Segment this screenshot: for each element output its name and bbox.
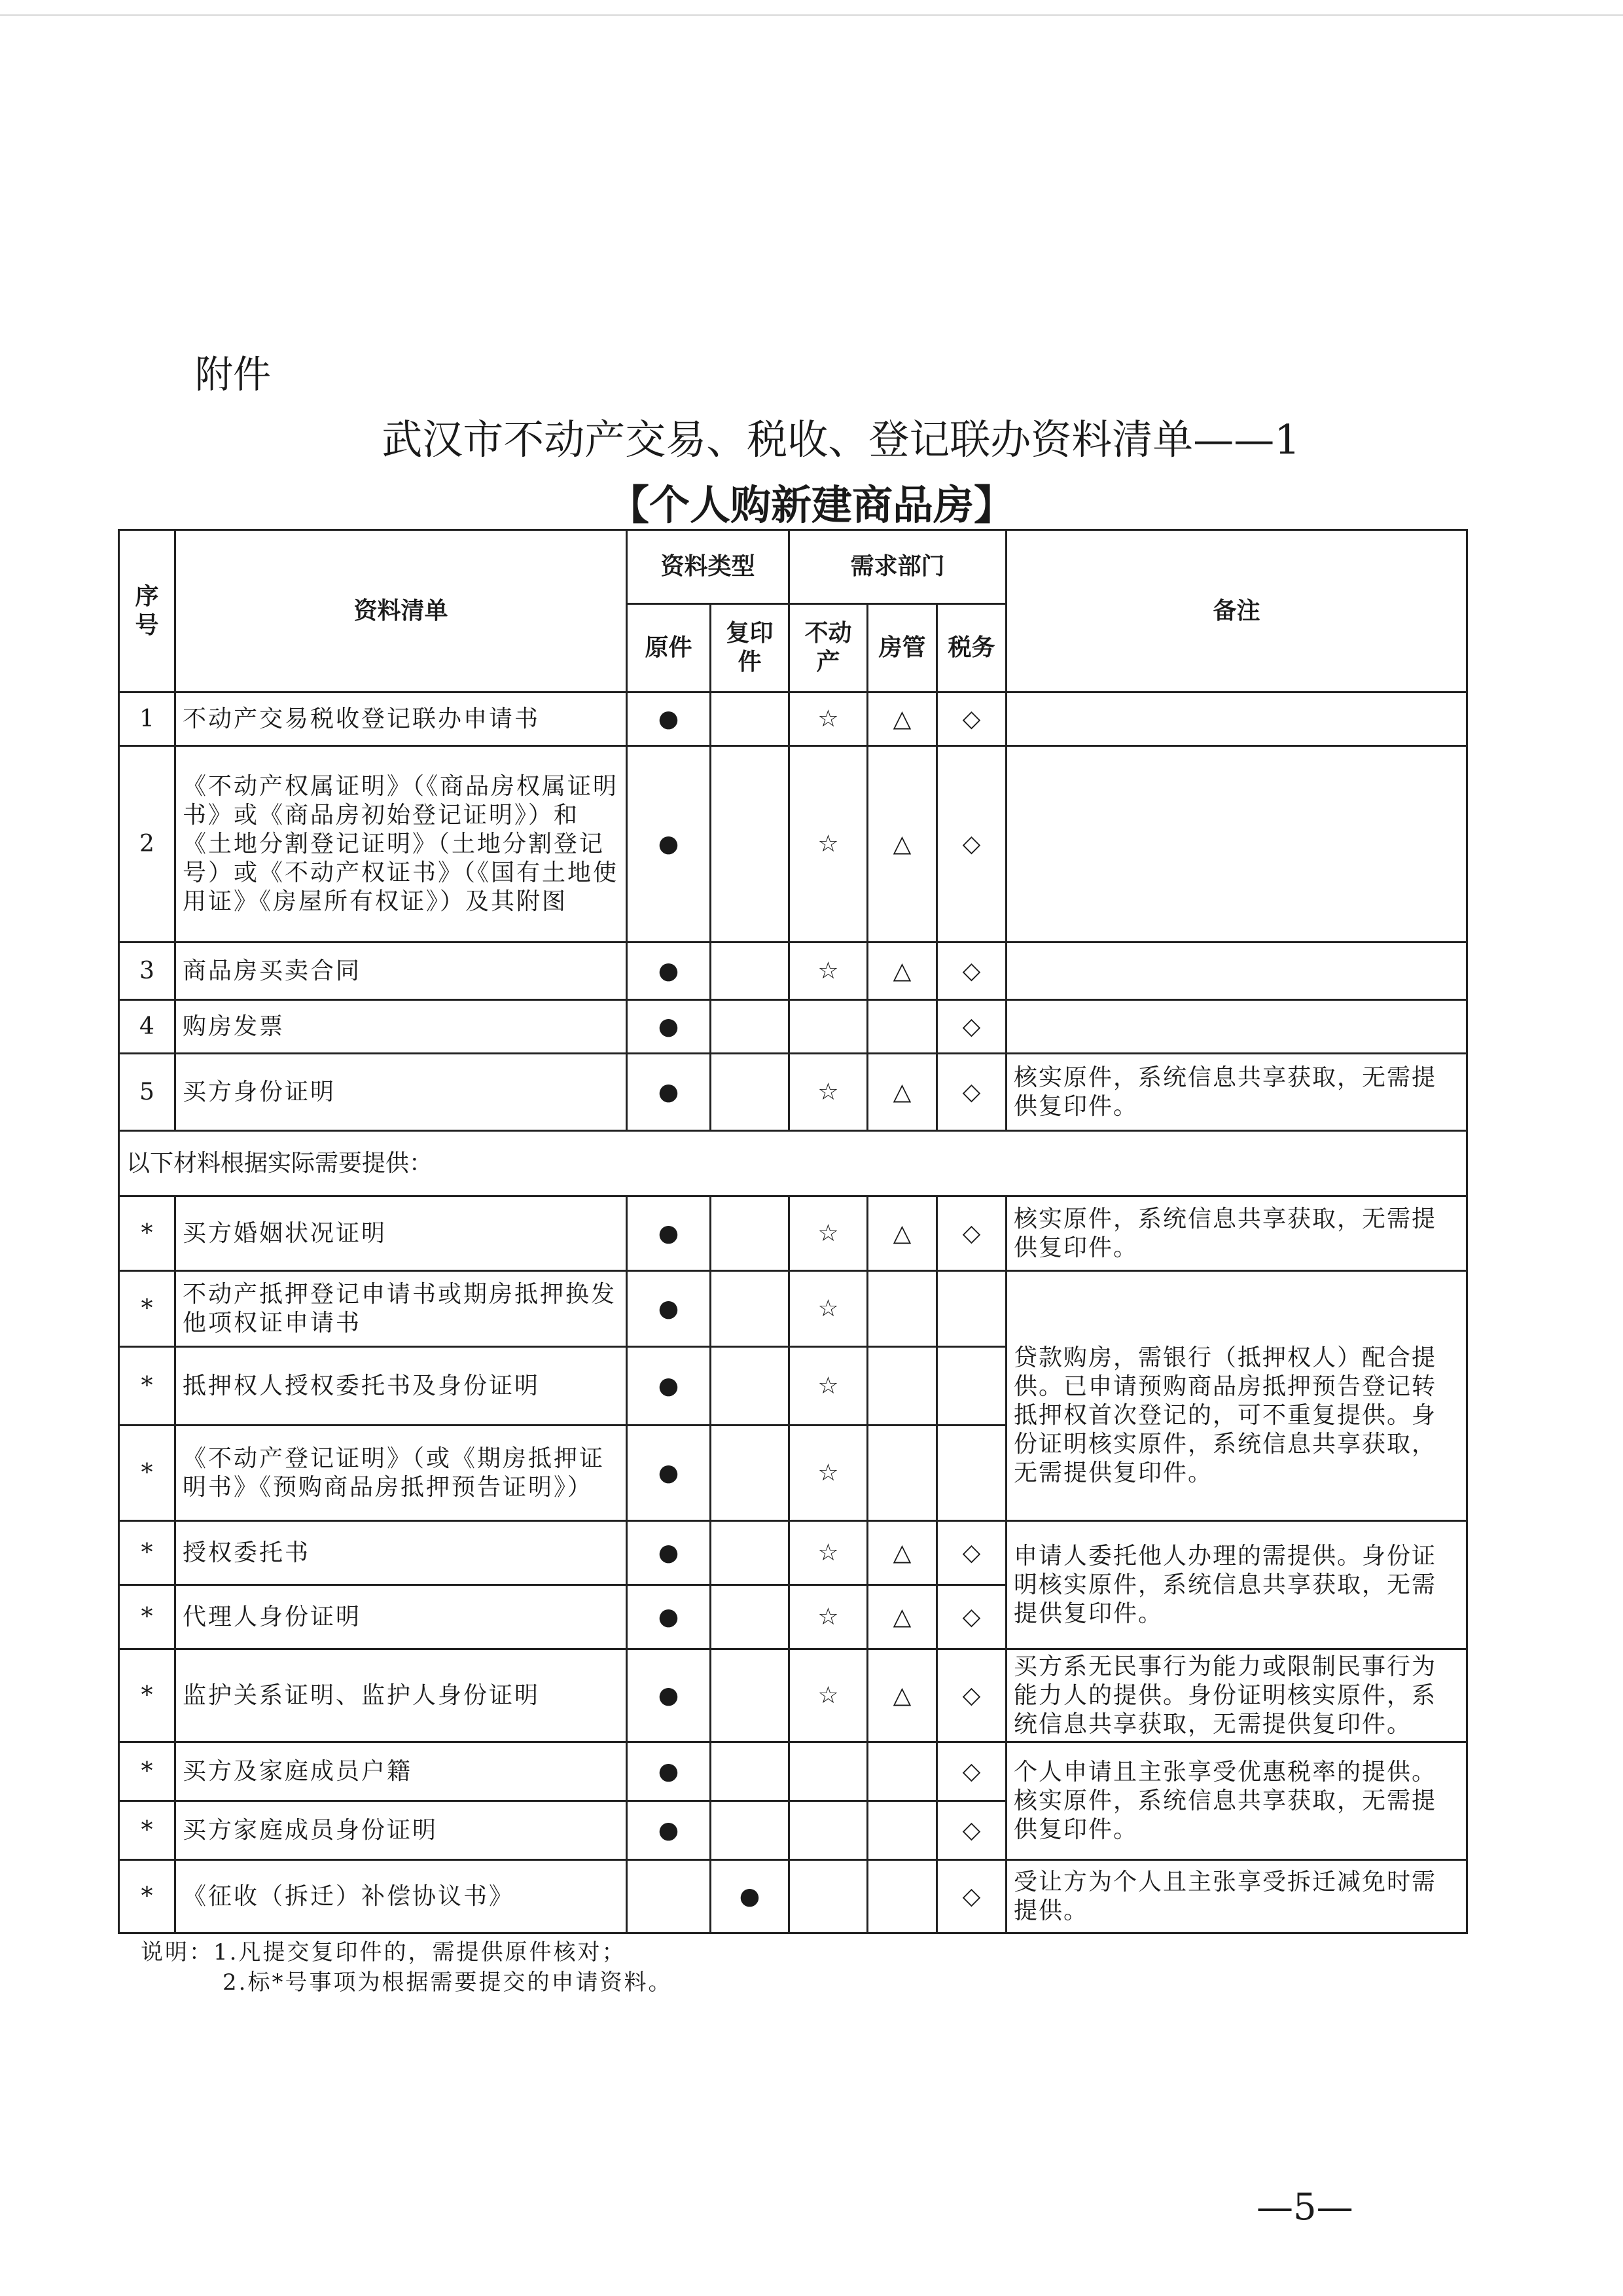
row-housing-mark: △: [868, 942, 937, 1000]
row-seq: *: [119, 1271, 175, 1347]
row-copy-mark: [711, 1196, 789, 1271]
row-original-mark: ●: [627, 1000, 711, 1054]
section-row: [119, 1131, 1467, 1196]
header-seq: 序号: [119, 530, 175, 692]
row-item: 买方婚姻状况证明: [175, 1196, 627, 1271]
header-material-type: 资料类型: [627, 530, 789, 604]
row-item: 购房发票: [175, 1000, 627, 1054]
row-realestate-mark: ☆: [789, 692, 868, 746]
row-item: 商品房买卖合同: [175, 942, 627, 1000]
row-original-mark: ●: [627, 1054, 711, 1131]
row-seq: *: [119, 1649, 175, 1742]
page-number: —5—: [1257, 2186, 1353, 2229]
row-housing-mark: △: [868, 1196, 937, 1271]
row-seq: *: [119, 1585, 175, 1649]
row-tax-mark: [937, 1271, 1007, 1347]
row-copy-mark: [711, 746, 789, 942]
row-original-mark: ●: [627, 1801, 711, 1860]
row-original-mark: ●: [627, 1521, 711, 1585]
row-realestate-mark: ☆: [789, 1521, 868, 1585]
document-subtitle: 【个人购新建商品房】: [608, 481, 1014, 529]
row-original-mark: ●: [627, 942, 711, 1000]
row-note: [1007, 942, 1467, 1000]
row-housing-mark: [868, 1801, 937, 1860]
row-original-mark: ●: [627, 1271, 711, 1347]
row-tax-mark: ◇: [937, 1585, 1007, 1649]
row-realestate-mark: ☆: [789, 1585, 868, 1649]
row-housing-mark: [868, 1347, 937, 1426]
row-tax-mark: [937, 1347, 1007, 1426]
header-row-1: [119, 530, 1467, 604]
row-copy-mark: [711, 1271, 789, 1347]
row-seq: 3: [119, 942, 175, 1000]
header-list: 资料清单: [175, 530, 627, 692]
row-original-mark: ●: [627, 1649, 711, 1742]
row-housing-mark: △: [868, 692, 937, 746]
row-realestate-mark: [789, 1860, 868, 1933]
row-realestate-mark: ☆: [789, 1054, 868, 1131]
row-original-mark: ●: [627, 746, 711, 942]
row-realestate-mark: ☆: [789, 1196, 868, 1271]
scan-top-line: [0, 14, 1623, 16]
row-tax-mark: ◇: [937, 1521, 1007, 1585]
table-row: [119, 746, 1467, 942]
table-row: [119, 942, 1467, 1000]
table-row: [119, 1860, 1467, 1933]
row-seq: *: [119, 1801, 175, 1860]
header-original: 原件: [627, 604, 711, 692]
row-seq: 4: [119, 1000, 175, 1054]
row-note: 核实原件，系统信息共享获取，无需提供复印件。: [1007, 1054, 1467, 1131]
row-seq: *: [119, 1742, 175, 1801]
row-tax-mark: ◇: [937, 746, 1007, 942]
row-original-mark: ●: [627, 692, 711, 746]
row-seq: 5: [119, 1054, 175, 1131]
row-note: [1007, 1000, 1467, 1054]
row-seq: 1: [119, 692, 175, 746]
row-copy-mark: [711, 1000, 789, 1054]
row-seq: 2: [119, 746, 175, 942]
table-row: [119, 1000, 1467, 1054]
row-tax-mark: [937, 1426, 1007, 1521]
attachment-label: 附件: [195, 352, 272, 397]
row-item: 抵押权人授权委托书及身份证明: [175, 1347, 627, 1426]
row-realestate-mark: ☆: [789, 942, 868, 1000]
row-item: 买方家庭成员身份证明: [175, 1801, 627, 1860]
row-housing-mark: [868, 1860, 937, 1933]
row-note: 买方系无民事行为能力或限制民事行为能力人的提供。身份证明核实原件，系统信息共享获取，无需提供复印件。: [1007, 1649, 1467, 1742]
header-copy: 复印件: [711, 604, 789, 692]
row-realestate-mark: ☆: [789, 746, 868, 942]
row-note: 受让方为个人且主张享受拆迁减免时需提供。: [1007, 1860, 1467, 1933]
row-item: 不动产抵押登记申请书或期房抵押换发他项权证申请书: [175, 1271, 627, 1347]
row-item: 《不动产权属证明》（《商品房权属证明书》或《商品房初始登记证明》）和《土地分割登记证明》（土地分割登记号）或《不动产权证书》（《国有土地使用证》《房屋所有权证》）及其附图: [175, 746, 627, 942]
row-note: 个人申请且主张享受优惠税率的提供。核实原件，系统信息共享获取，无需提供复印件。: [1007, 1742, 1467, 1860]
row-copy-mark: [711, 1649, 789, 1742]
row-realestate-mark: ☆: [789, 1426, 868, 1521]
row-copy-mark: [711, 1426, 789, 1521]
row-item: 《不动产登记证明》（或《期房抵押证明书》《预购商品房抵押预告证明》）: [175, 1426, 627, 1521]
table-row: [119, 1054, 1467, 1131]
row-original-mark: ●: [627, 1347, 711, 1426]
row-original-mark: [627, 1860, 711, 1933]
header-tax: 税务: [937, 604, 1007, 692]
explanation-line-2: 2.标*号事项为根据需要提交的申请资料。: [223, 1969, 673, 1996]
row-original-mark: ●: [627, 1585, 711, 1649]
row-item: 买方及家庭成员户籍: [175, 1742, 627, 1801]
row-copy-mark: [711, 1054, 789, 1131]
row-housing-mark: [868, 1000, 937, 1054]
row-note: [1007, 692, 1467, 746]
row-seq: *: [119, 1196, 175, 1271]
row-note: 申请人委托他人办理的需提供。身份证明核实原件，系统信息共享获取，无需提供复印件。: [1007, 1521, 1467, 1649]
row-tax-mark: ◇: [937, 1801, 1007, 1860]
row-item: 《征收（拆迁）补偿协议书》: [175, 1860, 627, 1933]
row-item: 授权委托书: [175, 1521, 627, 1585]
explanation-note: [141, 1937, 672, 1998]
table-row: [119, 1521, 1467, 1585]
row-housing-mark: △: [868, 1521, 937, 1585]
row-item: 代理人身份证明: [175, 1585, 627, 1649]
row-item: 买方身份证明: [175, 1054, 627, 1131]
row-tax-mark: ◇: [937, 1000, 1007, 1054]
row-original-mark: ●: [627, 1742, 711, 1801]
row-housing-mark: △: [868, 1585, 937, 1649]
document-title: 武汉市不动产交易、税收、登记联办资料清单——1: [382, 416, 1300, 463]
row-copy-mark: [711, 1801, 789, 1860]
row-note: 核实原件，系统信息共享获取，无需提供复印件。: [1007, 1196, 1467, 1271]
row-realestate-mark: ☆: [789, 1649, 868, 1742]
row-realestate-mark: ☆: [789, 1347, 868, 1426]
header-dept: 需求部门: [789, 530, 1007, 604]
row-seq: *: [119, 1426, 175, 1521]
row-seq: *: [119, 1521, 175, 1585]
row-copy-mark: [711, 942, 789, 1000]
row-item: 不动产交易税收登记联办申请书: [175, 692, 627, 746]
row-original-mark: ●: [627, 1426, 711, 1521]
header-housing: 房管: [868, 604, 937, 692]
row-copy-mark: [711, 1521, 789, 1585]
row-seq: *: [119, 1347, 175, 1426]
row-copy-mark: ●: [711, 1860, 789, 1933]
explanation-line-1: 说明：1.凡提交复印件的，需提供原件核对；: [141, 1939, 626, 1965]
row-housing-mark: [868, 1426, 937, 1521]
row-tax-mark: ◇: [937, 1742, 1007, 1801]
table-row: [119, 1196, 1467, 1271]
row-note: 贷款购房，需银行（抵押权人）配合提供。已申请预购商品房抵押预告登记转抵押权首次登记的，可不重复提供。身份证明核实原件，系统信息共享获取，无需提供复印件。: [1007, 1271, 1467, 1521]
row-housing-mark: [868, 1742, 937, 1801]
row-copy-mark: [711, 1742, 789, 1801]
row-realestate-mark: [789, 1801, 868, 1860]
row-housing-mark: [868, 1271, 937, 1347]
row-tax-mark: ◇: [937, 1054, 1007, 1131]
row-housing-mark: △: [868, 1649, 937, 1742]
header-remarks: 备注: [1007, 530, 1467, 692]
row-copy-mark: [711, 1585, 789, 1649]
row-copy-mark: [711, 1347, 789, 1426]
row-note: [1007, 746, 1467, 942]
row-tax-mark: ◇: [937, 692, 1007, 746]
table-row: [119, 1271, 1467, 1347]
row-realestate-mark: [789, 1000, 868, 1054]
section-label: 以下材料根据实际需要提供：: [119, 1131, 1467, 1196]
row-realestate-mark: [789, 1742, 868, 1801]
table-row: [119, 1649, 1467, 1742]
row-housing-mark: △: [868, 1054, 937, 1131]
row-original-mark: ●: [627, 1196, 711, 1271]
row-housing-mark: △: [868, 746, 937, 942]
row-tax-mark: ◇: [937, 942, 1007, 1000]
row-item: 监护关系证明、监护人身份证明: [175, 1649, 627, 1742]
row-realestate-mark: ☆: [789, 1271, 868, 1347]
header-realestate: 不动产: [789, 604, 868, 692]
table-row: [119, 692, 1467, 746]
row-tax-mark: ◇: [937, 1860, 1007, 1933]
row-tax-mark: ◇: [937, 1649, 1007, 1742]
row-seq: *: [119, 1860, 175, 1933]
materials-table: [118, 529, 1468, 1934]
table-row: [119, 1742, 1467, 1801]
row-copy-mark: [711, 692, 789, 746]
row-tax-mark: ◇: [937, 1196, 1007, 1271]
